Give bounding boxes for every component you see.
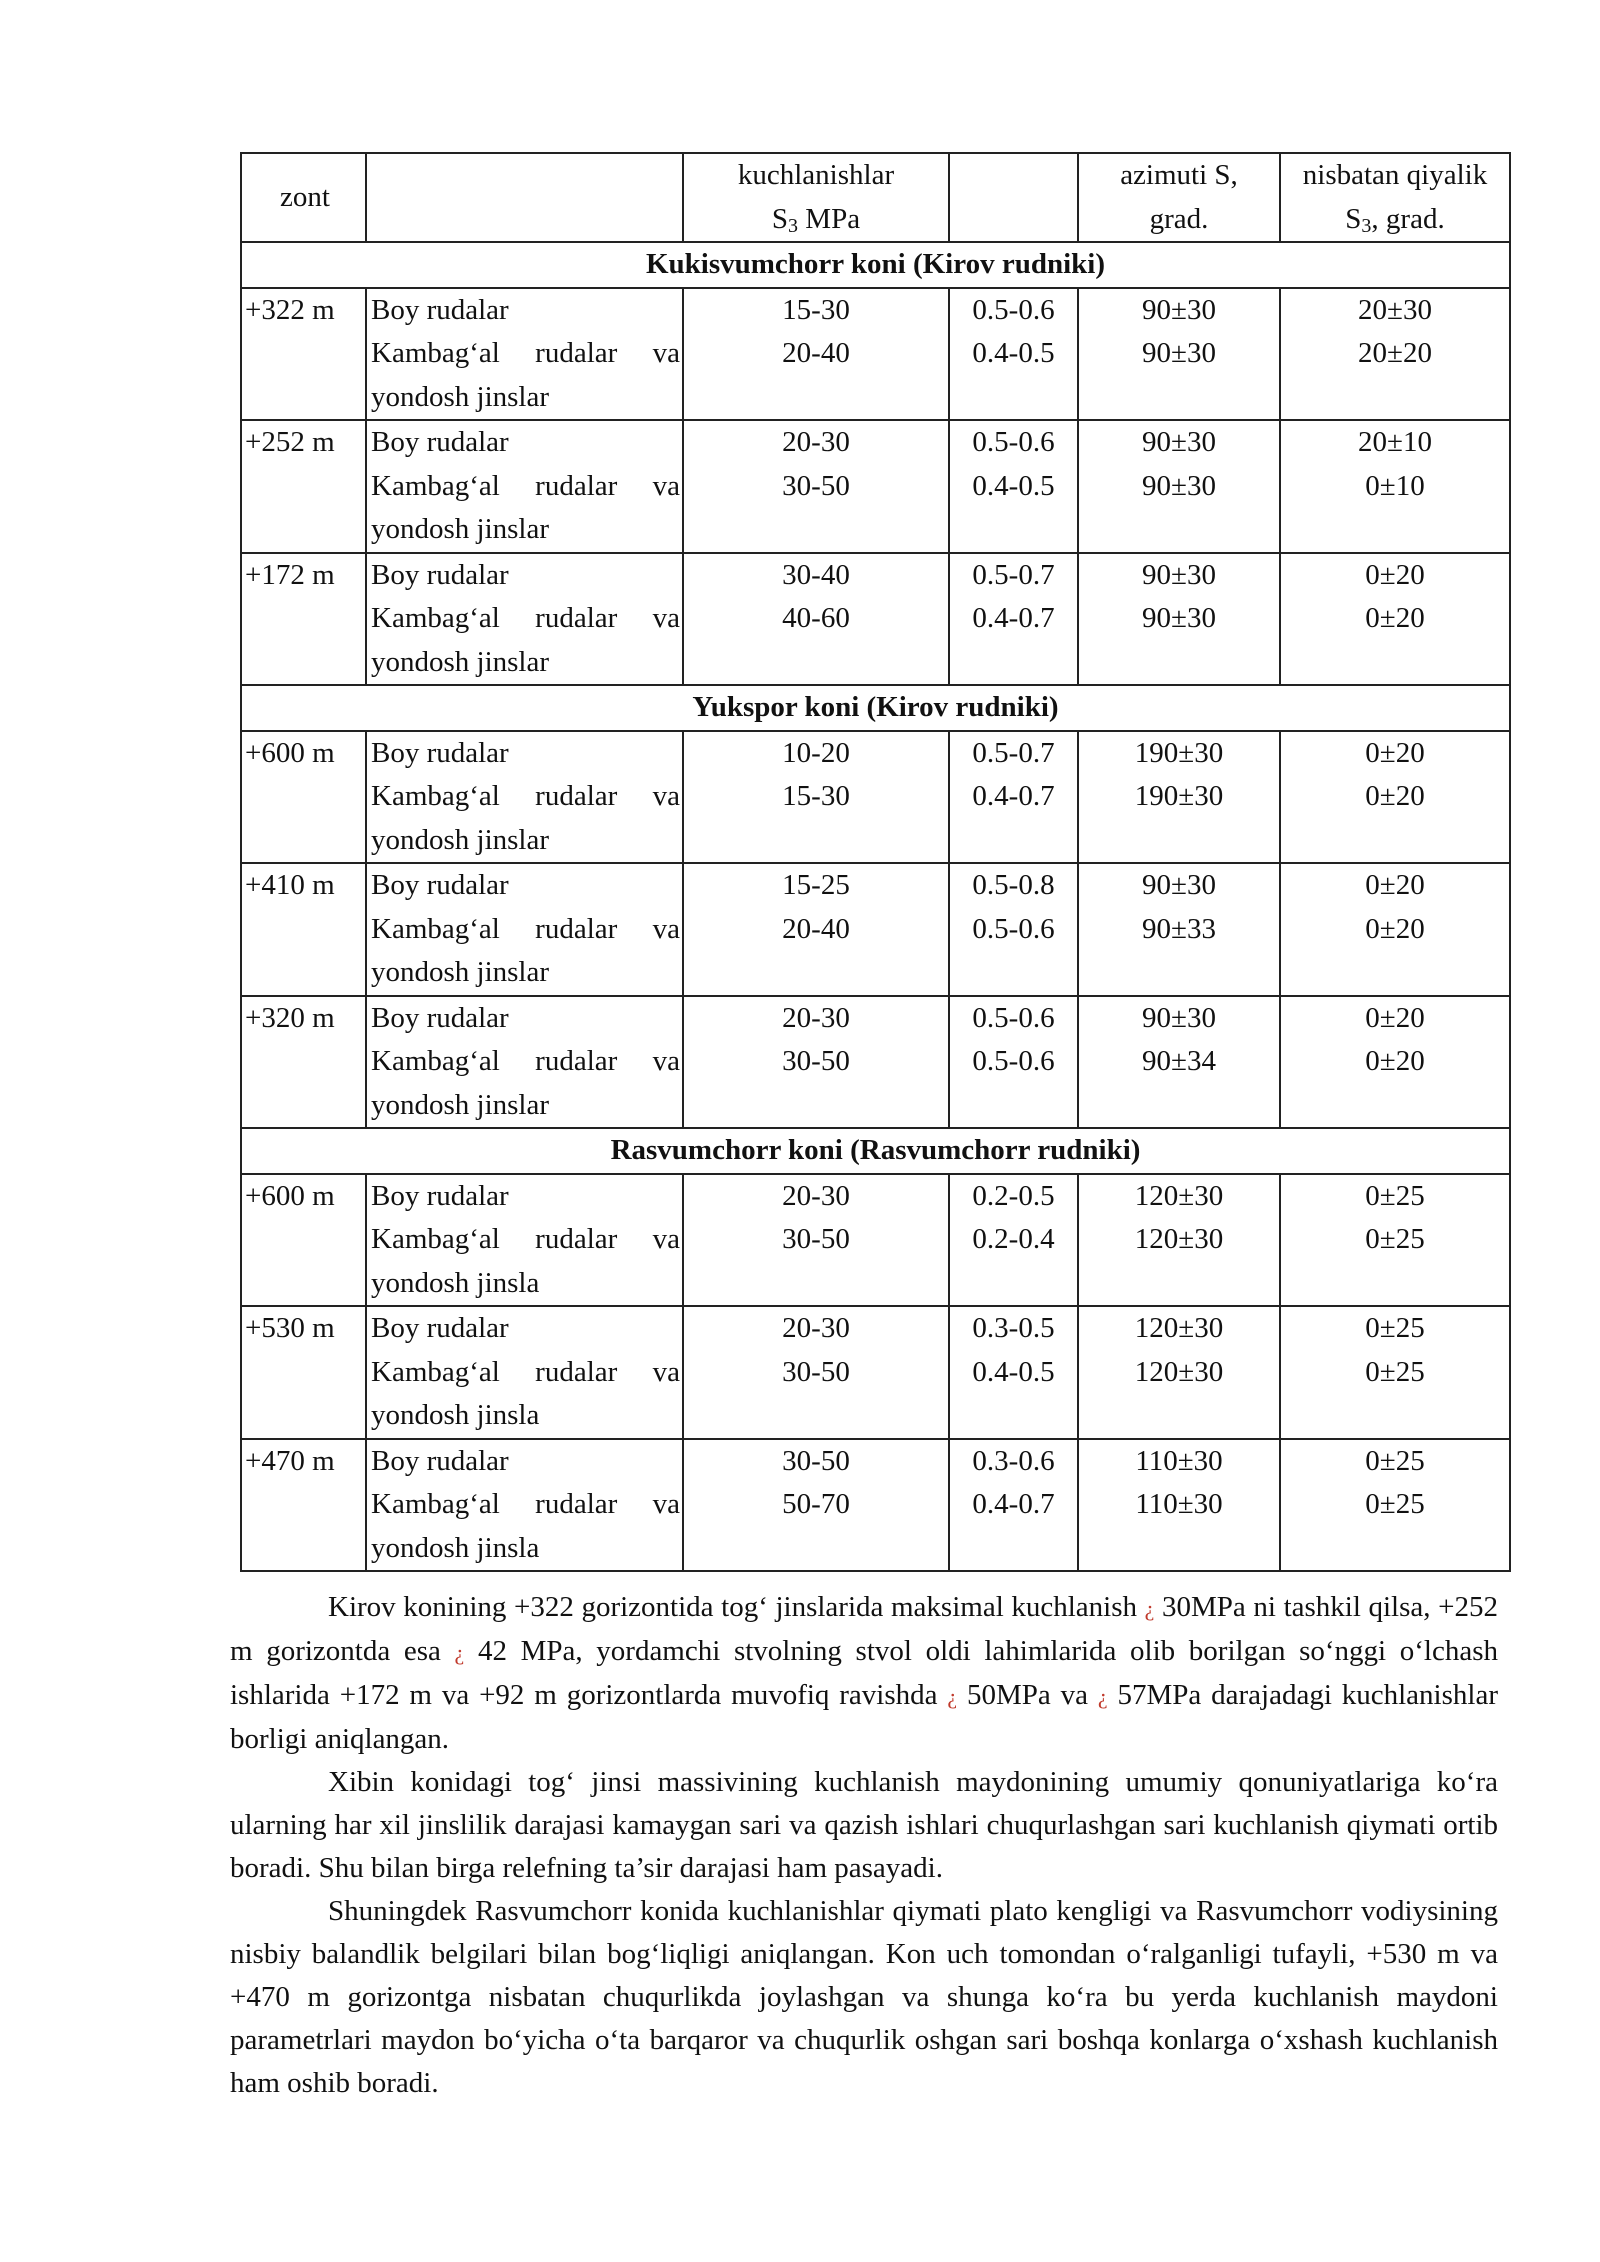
rock-type-cell	[366, 1174, 683, 1307]
poor-ore-word1: Kambag‘al	[371, 1045, 500, 1077]
header-zone: zont	[241, 153, 366, 242]
header-inclination	[1280, 153, 1510, 242]
azimuth-cell	[1078, 1306, 1280, 1439]
azimuth-cell	[1078, 996, 1280, 1129]
azimuth-cell-value: 110±30	[1135, 1444, 1223, 1477]
header-inclination-symbol: S	[1345, 202, 1362, 235]
inclination-cell-value: 20±30	[1358, 293, 1432, 326]
ratio-cell-value: 0.5-0.7	[972, 558, 1055, 591]
rich-ore-label: Boy rudalar	[371, 1312, 509, 1344]
zone-cell: +172 m	[241, 553, 366, 686]
ratio-cell-value: 0.2-0.4	[972, 1223, 1055, 1255]
rock-type-cell	[366, 420, 683, 553]
inclination-cell-value: 0±25	[1365, 1223, 1425, 1255]
poor-ore-word3: va	[652, 469, 680, 502]
ratio-cell-value: 0.5-0.6	[972, 293, 1055, 326]
stress-cell	[683, 420, 949, 553]
poor-ore-word3: va	[652, 912, 680, 945]
paragraph-text: Kirov konining +322 gorizontida tog‘ jinslarida maksimal kuchlanish	[328, 1591, 1145, 1623]
zone-cell: +320 m	[241, 996, 366, 1129]
header-azimuth-line1: azimuti S,	[1120, 159, 1238, 191]
azimuth-cell-value: 120±30	[1134, 1223, 1224, 1255]
azimuth-cell-value: 90±33	[1142, 912, 1216, 945]
inclination-cell-value: 0±20	[1365, 1045, 1425, 1077]
paragraph-text: Xibin konidagi tog‘ jinsi massivining kuchlanish maydonining umumiy qonuniyatlariga ko‘ra ularning har xil jinslilik darajasi kamaygan sari va qazish ishlari chuqurlashgan sari kuchlanish qiymati ortib boradi. Shu bilan birga relefning ta’sir darajasi ham pasayadi.	[230, 1766, 1498, 1884]
paragraph-text: 30MPa ni tashkil qilsa, +252 m gorizontda esa	[230, 1591, 1498, 1667]
table-row	[241, 863, 1510, 996]
stress-cell	[683, 731, 949, 864]
host-rock-label: yondosh jinsla	[371, 1266, 540, 1299]
section-title: Kukisvumchorr koni (Kirov rudniki)	[241, 242, 1510, 288]
host-rock-label: yondosh jinsla	[371, 1399, 540, 1431]
zone-cell: +252 m	[241, 420, 366, 553]
ratio-cell-value: 0.5-0.6	[972, 912, 1055, 945]
header-stress-symbol: S	[771, 202, 789, 235]
ratio-cell-value: 0.5-0.7	[972, 736, 1055, 769]
host-rock-label: yondosh jinsla	[371, 1531, 540, 1564]
ratio-cell	[949, 863, 1078, 996]
stress-cell-value: 15-30	[782, 293, 850, 326]
rock-type-cell	[366, 553, 683, 686]
approx-symbol: ¿	[947, 1684, 958, 1709]
inclination-cell-value: 0±20	[1365, 736, 1425, 769]
table-row	[241, 1439, 1510, 1572]
rock-type-cell	[366, 1306, 683, 1439]
stress-cell-value: 30-50	[782, 1045, 850, 1077]
rock-type-cell	[366, 1439, 683, 1572]
poor-ore-word2: rudalar	[535, 1355, 618, 1388]
ratio-cell-value: 0.5-0.8	[972, 869, 1055, 901]
inclination-cell-value: 0±25	[1365, 1355, 1425, 1388]
rich-ore-label: Boy rudalar	[371, 869, 509, 901]
ratio-cell-value: 0.4-0.7	[972, 602, 1055, 634]
poor-ore-word1: Kambag‘al	[371, 1488, 500, 1520]
stress-cell-value: 30-50	[782, 1444, 850, 1477]
poor-ore-label	[371, 1351, 680, 1395]
ratio-cell	[949, 731, 1078, 864]
azimuth-cell-value: 110±30	[1135, 1488, 1223, 1520]
azimuth-cell-value: 90±30	[1142, 337, 1216, 369]
paragraph	[230, 1586, 1498, 1761]
inclination-cell-value: 0±20	[1365, 869, 1425, 901]
rich-ore-label: Boy rudalar	[371, 736, 509, 769]
host-rock-label: yondosh jinslar	[371, 645, 550, 678]
ratio-cell-value: 0.4-0.7	[972, 1488, 1055, 1520]
poor-ore-word1: Kambag‘al	[371, 1223, 500, 1255]
stress-cell	[683, 1306, 949, 1439]
poor-ore-word2: rudalar	[535, 337, 618, 369]
azimuth-cell	[1078, 288, 1280, 421]
inclination-cell-value: 0±20	[1365, 912, 1425, 945]
rich-ore-label: Boy rudalar	[371, 1179, 509, 1212]
rich-ore-label: Boy rudalar	[371, 293, 509, 326]
poor-ore-word2: rudalar	[535, 912, 618, 945]
section-header-row	[241, 685, 1510, 731]
host-rock-label: yondosh jinslar	[371, 823, 550, 856]
stress-cell-value: 20-30	[782, 426, 850, 458]
ratio-cell	[949, 1174, 1078, 1307]
poor-ore-word3: va	[652, 780, 680, 812]
poor-ore-word2: rudalar	[535, 602, 618, 634]
inclination-cell-value: 0±20	[1365, 780, 1425, 812]
stress-cell	[683, 553, 949, 686]
poor-ore-word3: va	[652, 1045, 680, 1077]
azimuth-cell-value: 90±30	[1142, 869, 1216, 901]
azimuth-cell-value: 90±30	[1142, 602, 1216, 634]
stress-cell-value: 20-30	[782, 1312, 850, 1344]
poor-ore-word2: rudalar	[535, 1488, 618, 1520]
paragraph-text: 57MPa darajadagi kuchlanishlar borligi aniqlangan.	[230, 1679, 1498, 1755]
poor-ore-word2: rudalar	[535, 780, 618, 812]
ratio-cell	[949, 288, 1078, 421]
stress-cell-value: 20-30	[782, 1001, 850, 1034]
stress-cell	[683, 1174, 949, 1307]
zone-cell: +530 m	[241, 1306, 366, 1439]
azimuth-cell-value: 120±30	[1134, 1179, 1224, 1212]
rich-ore-label: Boy rudalar	[371, 1001, 509, 1034]
ratio-cell-value: 0.5-0.6	[972, 1001, 1055, 1034]
inclination-cell-value: 0±20	[1365, 602, 1425, 634]
azimuth-cell-value: 90±30	[1142, 1001, 1216, 1034]
inclination-cell-value: 0±20	[1365, 558, 1425, 591]
header-inclination-subscript: 3	[1361, 214, 1372, 237]
stress-cell-value: 30-40	[782, 558, 850, 591]
ratio-cell	[949, 1439, 1078, 1572]
inclination-cell-value: 0±25	[1365, 1179, 1425, 1212]
ratio-cell-value: 0.4-0.7	[972, 780, 1055, 812]
header-inclination-unit: , grad.	[1371, 202, 1445, 235]
stress-cell-value: 20-40	[782, 912, 850, 945]
poor-ore-word2: rudalar	[535, 469, 618, 502]
inclination-cell-value: 0±25	[1365, 1312, 1425, 1344]
section-header-row	[241, 1128, 1510, 1174]
poor-ore-label	[371, 1040, 680, 1084]
stress-cell-value: 20-40	[782, 337, 850, 369]
table-row	[241, 553, 1510, 686]
inclination-cell	[1280, 996, 1510, 1129]
stress-cell-value: 30-50	[782, 1223, 850, 1255]
poor-ore-word1: Kambag‘al	[371, 337, 500, 369]
ratio-cell	[949, 1306, 1078, 1439]
azimuth-cell-value: 90±34	[1142, 1045, 1216, 1077]
poor-ore-word3: va	[652, 337, 680, 369]
zone-cell: +322 m	[241, 288, 366, 421]
zone-cell: +410 m	[241, 863, 366, 996]
ratio-cell-value: 0.4-0.5	[972, 337, 1055, 369]
inclination-cell	[1280, 731, 1510, 864]
poor-ore-word2: rudalar	[535, 1223, 618, 1255]
ratio-cell-value: 0.4-0.5	[972, 1355, 1055, 1388]
host-rock-label: yondosh jinslar	[371, 380, 550, 413]
poor-ore-word1: Kambag‘al	[371, 1355, 500, 1388]
host-rock-label: yondosh jinslar	[371, 1088, 550, 1121]
ratio-cell-value: 0.4-0.5	[972, 469, 1055, 502]
inclination-cell	[1280, 863, 1510, 996]
poor-ore-word1: Kambag‘al	[371, 602, 500, 634]
stress-table	[240, 152, 1511, 1572]
paragraph-text: Shuningdek Rasvumchorr konida kuchlanishlar qiymati plato kengligi va Rasvumchorr vodiysining nisbiy balandlik belgilari bilan bog‘liqligi aniqlangan. Kon uch tomondan o‘ralganligi tufayli, +530 m va +470 m gorizontga nisbatan chuqurlikda joylashgan va shunga ko‘ra bu yerda kuchlanish maydoni parametrlari maydon bo‘yicha o‘ta barqaror va chuqurlik oshgan sari boshqa konlarga o‘xshash kuchlanish ham oshib boradi.	[230, 1895, 1498, 2099]
azimuth-cell-value: 90±30	[1142, 558, 1216, 591]
azimuth-cell	[1078, 553, 1280, 686]
poor-ore-word1: Kambag‘al	[371, 780, 500, 812]
inclination-cell-value: 0±25	[1365, 1488, 1425, 1520]
poor-ore-word1: Kambag‘al	[371, 469, 500, 502]
stress-cell-value: 50-70	[782, 1488, 850, 1520]
ratio-cell-value: 0.5-0.6	[972, 426, 1055, 458]
stress-cell	[683, 863, 949, 996]
rock-type-cell	[366, 288, 683, 421]
rich-ore-label: Boy rudalar	[371, 558, 509, 591]
rock-type-cell	[366, 996, 683, 1129]
header-ratio	[949, 153, 1078, 242]
header-stress-subscript: 3	[788, 214, 799, 237]
table-row	[241, 288, 1510, 421]
table-row	[241, 996, 1510, 1129]
table-row	[241, 731, 1510, 864]
ratio-cell	[949, 553, 1078, 686]
rock-type-cell	[366, 863, 683, 996]
poor-ore-label	[371, 597, 680, 641]
header-azimuth	[1078, 153, 1280, 242]
inclination-cell-value: 0±25	[1365, 1444, 1425, 1477]
azimuth-cell	[1078, 1174, 1280, 1307]
ratio-cell-value: 0.5-0.6	[972, 1045, 1055, 1077]
poor-ore-word2: rudalar	[535, 1045, 618, 1077]
ratio-cell-value: 0.2-0.5	[972, 1179, 1055, 1212]
header-rock-type	[366, 153, 683, 242]
stress-cell-value: 40-60	[782, 602, 850, 634]
azimuth-cell-value: 120±30	[1134, 1312, 1224, 1344]
inclination-cell-value: 20±20	[1358, 337, 1432, 369]
zone-cell: +600 m	[241, 1174, 366, 1307]
approx-symbol: ¿	[1097, 1684, 1108, 1709]
stress-cell	[683, 288, 949, 421]
approx-symbol: ¿	[454, 1640, 465, 1665]
stress-cell-value: 15-30	[782, 780, 850, 812]
host-rock-label: yondosh jinslar	[371, 513, 550, 545]
table-row	[241, 1306, 1510, 1439]
paragraph-text: 42 MPa, yordamchi stvolning stvol oldi lahimlarida olib borilgan so‘nggi o‘lchash ishlarida +172 m va +92 m gorizontlarda muvofiq ravishda	[230, 1635, 1498, 1711]
table-header-row	[241, 153, 1510, 242]
inclination-cell	[1280, 553, 1510, 686]
body-text	[230, 1586, 1498, 2105]
azimuth-cell-value: 90±30	[1142, 469, 1216, 502]
poor-ore-label	[371, 465, 680, 509]
azimuth-cell	[1078, 420, 1280, 553]
table-row	[241, 1174, 1510, 1307]
poor-ore-label	[371, 775, 680, 819]
poor-ore-label	[371, 908, 680, 952]
azimuth-cell-value: 190±30	[1134, 780, 1224, 812]
poor-ore-word1: Kambag‘al	[371, 912, 500, 945]
header-inclination-line1: nisbatan qiyalik	[1302, 159, 1488, 191]
azimuth-cell-value: 90±30	[1142, 293, 1216, 326]
rich-ore-label: Boy rudalar	[371, 1444, 509, 1477]
stress-cell-value: 30-50	[782, 469, 850, 502]
inclination-cell-value: 0±10	[1365, 469, 1425, 502]
section-header-row	[241, 242, 1510, 288]
paragraph	[230, 1890, 1498, 2105]
header-inclination-line2	[1281, 198, 1509, 242]
azimuth-cell-value: 120±30	[1134, 1355, 1224, 1388]
poor-ore-label	[371, 1483, 680, 1527]
azimuth-cell-value: 190±30	[1134, 736, 1224, 769]
header-stress-line2	[684, 198, 948, 242]
header-stress	[683, 153, 949, 242]
ratio-cell	[949, 996, 1078, 1129]
approx-symbol: ¿	[1144, 1596, 1155, 1621]
inclination-cell	[1280, 1306, 1510, 1439]
zone-cell: +470 m	[241, 1439, 366, 1572]
paragraph-text: 50MPa va	[957, 1679, 1098, 1711]
host-rock-label: yondosh jinslar	[371, 956, 550, 988]
section-title: Yukspor koni (Kirov rudniki)	[241, 685, 1510, 731]
azimuth-cell	[1078, 863, 1280, 996]
inclination-cell	[1280, 1439, 1510, 1572]
stress-cell-value: 20-30	[782, 1179, 850, 1212]
stress-cell-value: 10-20	[782, 736, 850, 769]
inclination-cell	[1280, 420, 1510, 553]
stress-cell-value: 15-25	[782, 869, 850, 901]
rich-ore-label: Boy rudalar	[371, 426, 509, 458]
header-stress-unit: MPa	[798, 202, 861, 235]
section-title: Rasvumchorr koni (Rasvumchorr rudniki)	[241, 1128, 1510, 1174]
inclination-cell	[1280, 1174, 1510, 1307]
ratio-cell-value: 0.3-0.5	[972, 1312, 1055, 1344]
stress-table-body	[241, 153, 1510, 1571]
poor-ore-label	[371, 1218, 680, 1262]
azimuth-cell	[1078, 1439, 1280, 1572]
stress-cell	[683, 996, 949, 1129]
poor-ore-word3: va	[652, 1355, 680, 1388]
zone-cell: +600 m	[241, 731, 366, 864]
poor-ore-word3: va	[652, 1223, 680, 1255]
inclination-cell-value: 20±10	[1358, 426, 1432, 458]
stress-cell	[683, 1439, 949, 1572]
ratio-cell-value: 0.3-0.6	[972, 1444, 1055, 1477]
inclination-cell-value: 0±20	[1365, 1001, 1425, 1034]
poor-ore-word3: va	[652, 602, 680, 634]
paragraph	[230, 1761, 1498, 1890]
table-row	[241, 420, 1510, 553]
rock-type-cell	[366, 731, 683, 864]
azimuth-cell	[1078, 731, 1280, 864]
ratio-cell	[949, 420, 1078, 553]
azimuth-cell-value: 90±30	[1142, 426, 1216, 458]
poor-ore-label	[371, 332, 680, 376]
header-azimuth-line2: grad.	[1149, 202, 1209, 235]
header-stress-line1: kuchlanishlar	[737, 159, 895, 191]
stress-cell-value: 30-50	[782, 1355, 850, 1388]
inclination-cell	[1280, 288, 1510, 421]
poor-ore-word3: va	[652, 1488, 680, 1520]
